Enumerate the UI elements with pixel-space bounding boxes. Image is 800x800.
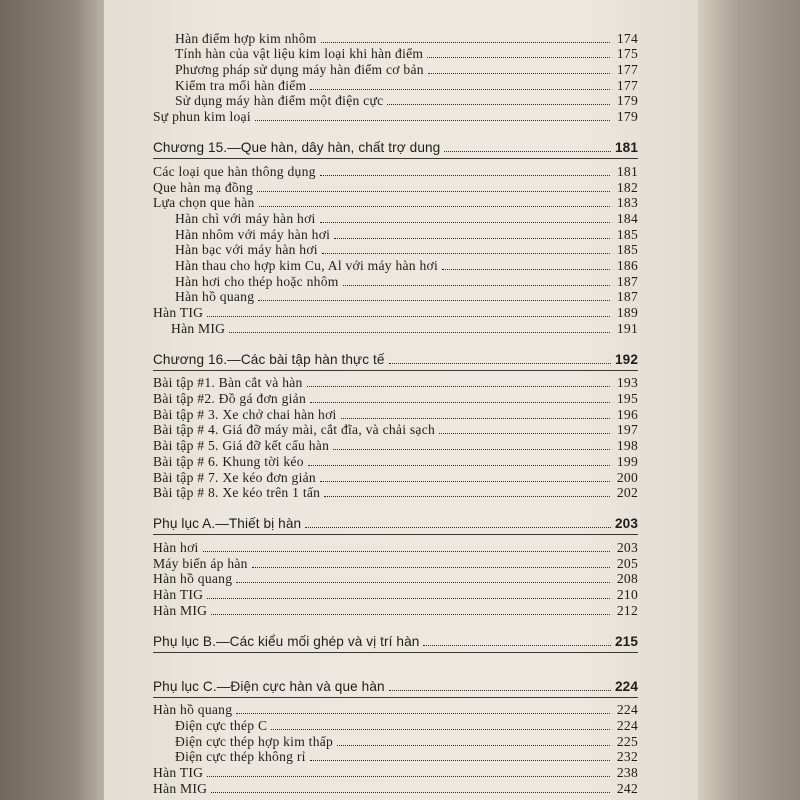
- toc-entry-page-number: 242: [616, 780, 638, 796]
- toc-entry: [153, 469, 638, 485]
- toc-entry-page-number: 183: [616, 195, 638, 211]
- toc-entry-page-number: 210: [616, 586, 638, 602]
- toc-entry-page-number: 181: [616, 163, 638, 179]
- chapter-title: Phụ lục A.—Thiết bị hàn: [153, 516, 302, 532]
- dot-leader: [307, 386, 610, 387]
- toc-entry-page-number: 189: [616, 305, 638, 320]
- toc-entry: [153, 571, 638, 587]
- toc-entry-page-number: 203: [616, 539, 638, 555]
- dot-leader: [442, 269, 610, 270]
- dot-leader: [203, 551, 610, 552]
- toc-entry: [153, 242, 638, 258]
- toc-entry: [153, 422, 638, 438]
- dot-leader: [334, 238, 610, 239]
- toc-entry-label: Hàn MIG: [153, 780, 208, 796]
- chapter-16-entries: [153, 375, 638, 501]
- dot-leader: [320, 481, 610, 482]
- dot-leader: [341, 418, 610, 419]
- toc-entry-page-number: 193: [616, 375, 638, 391]
- toc-entry-page-number: 200: [616, 469, 638, 485]
- toc-entry-page-number: 179: [616, 93, 638, 109]
- dot-leader: [207, 316, 610, 317]
- dot-leader: [310, 89, 610, 90]
- toc-entry-label: Hàn hồ quang: [153, 571, 233, 587]
- toc-entry: [153, 163, 638, 179]
- dot-leader: [343, 285, 610, 286]
- toc-entry-label: Hàn bạc với máy hàn hơi: [175, 242, 318, 258]
- toc-entry: [153, 406, 638, 422]
- dot-leader: [207, 598, 610, 599]
- toc-entry-label: Kiểm tra mối hàn điểm: [175, 77, 307, 93]
- dot-leader: [271, 729, 610, 730]
- chapter-title: Phụ lục C.—Điện cực hàn và que hàn: [153, 678, 385, 694]
- toc-entry-page-number: 224: [616, 702, 638, 718]
- toc-entry-label: Lựa chọn que hàn: [153, 195, 255, 211]
- dot-leader: [211, 792, 610, 793]
- toc-entry-label: Hàn nhôm với máy hàn hơi: [175, 226, 331, 242]
- toc-prelude-section: [153, 30, 638, 124]
- chapter-page-number: 215: [615, 633, 638, 649]
- dot-leader: [258, 300, 610, 301]
- toc-entry-page-number: 182: [616, 179, 638, 195]
- toc-entry-label: Hàn hơi: [153, 539, 199, 555]
- toc-entry: [153, 555, 638, 571]
- dot-leader: [320, 175, 610, 176]
- toc-entry: [153, 764, 638, 780]
- dot-leader: [389, 363, 611, 364]
- toc-entry: [153, 46, 638, 62]
- book-page: [104, 0, 698, 800]
- toc-entry: [153, 61, 638, 77]
- chapter-title: Chương 16.—Các bài tập hàn thực tế: [153, 351, 385, 367]
- appendix-b-heading: [153, 621, 638, 653]
- toc-entry-label: Hàn hồ quang: [153, 702, 233, 718]
- toc-entry-label: Phương pháp sử dụng máy hàn điểm cơ bản: [175, 62, 424, 78]
- toc-entry-label: Các loại que hàn thông dụng: [153, 163, 316, 179]
- toc-entry: [153, 437, 638, 453]
- dot-leader: [308, 465, 610, 466]
- toc-entry-page-number: 212: [616, 602, 638, 618]
- toc-entry-page-number: 187: [616, 289, 638, 305]
- toc-entry-page-number: 174: [616, 30, 638, 46]
- dot-leader: [439, 433, 610, 434]
- toc-entry: [153, 749, 638, 765]
- dot-leader: [322, 253, 610, 254]
- dot-leader: [444, 151, 611, 152]
- toc-entry-label: Bài tập # 4. Giá đỡ máy mài, cắt đĩa, và chải sạch: [153, 422, 436, 438]
- toc-entry: [153, 375, 638, 391]
- chapter-title: Chương 15.—Que hàn, dây hàn, chất trợ dung: [153, 140, 441, 156]
- toc-entry-label: Bài tập # 7. Xe kéo đơn giản: [153, 469, 316, 485]
- toc-entry-page-number: 184: [616, 210, 638, 226]
- dot-leader: [321, 42, 610, 43]
- dot-leader: [427, 57, 610, 58]
- toc-entry-page-number: 197: [616, 422, 638, 438]
- toc-entry: [153, 210, 638, 226]
- toc-entry-page-number: 198: [616, 438, 638, 454]
- dot-leader: [320, 222, 610, 223]
- toc-entry-label: Hàn TIG: [153, 765, 204, 781]
- toc-entry-page-number: 238: [616, 765, 638, 781]
- section-gap: [153, 657, 638, 663]
- toc-entry-label: Bài tập # 6. Khung tời kéo: [153, 453, 304, 469]
- appendix-c-entries: [153, 702, 638, 796]
- toc-entry-page-number: 202: [616, 485, 638, 501]
- dot-leader: [229, 332, 610, 333]
- chapter-15-heading: [153, 127, 638, 159]
- toc-entry-label: Hàn chì với máy hàn hơi: [175, 210, 316, 226]
- chapter-page-number: 224: [615, 678, 638, 694]
- toc-entry: [153, 93, 638, 109]
- toc-entry-page-number: 199: [616, 453, 638, 469]
- chapter-15-entries: [153, 163, 638, 336]
- book-right-edge: [698, 0, 800, 800]
- toc-entry-page-number: 208: [616, 571, 638, 587]
- toc-entry: [153, 485, 638, 501]
- toc-entry-page-number: 186: [616, 257, 638, 273]
- toc-entry: [153, 717, 638, 733]
- toc-entry-label: Điện cực thép hợp kim thấp: [175, 733, 334, 749]
- toc-entry: [153, 289, 638, 305]
- chapter-title: Phụ lục B.—Các kiểu mối ghép và vị trí hàn: [153, 633, 420, 649]
- toc-entry: [153, 195, 638, 211]
- toc-entry: [153, 226, 638, 242]
- dot-leader: [423, 645, 611, 646]
- toc-entry: [153, 586, 638, 602]
- toc-entry-page-number: 232: [616, 749, 638, 765]
- toc-entry-label: Sự phun kim loại: [153, 109, 251, 125]
- dot-leader: [428, 73, 610, 74]
- toc-entry-page-number: 225: [616, 733, 638, 749]
- toc-entry: [153, 733, 638, 749]
- toc-entry-label: Bài tập #1. Bàn cắt và hàn: [153, 375, 303, 391]
- toc-entry: [153, 320, 638, 336]
- dot-leader: [389, 690, 611, 691]
- toc-entry: [153, 602, 638, 618]
- toc-entry: [153, 539, 638, 555]
- toc-entry: [153, 304, 638, 320]
- toc-entry-page-number: 185: [616, 226, 638, 242]
- dot-leader: [211, 614, 610, 615]
- dot-leader: [252, 567, 610, 568]
- chapter-page-number: 181: [615, 140, 638, 156]
- toc-entry: [153, 30, 638, 46]
- toc-entry-label: Điện cực thép C: [175, 718, 268, 733]
- dot-leader: [387, 104, 610, 105]
- dot-leader: [305, 527, 611, 528]
- toc-entry-page-number: 195: [616, 391, 638, 407]
- toc-entry-label: Hàn điểm hợp kim nhôm: [175, 30, 317, 46]
- toc-entry-page-number: 205: [616, 555, 638, 571]
- toc-entry-label: Tính hàn của vật liệu kim loại khi hàn điểm: [175, 46, 424, 62]
- toc-entry-label: Máy biến áp hàn: [153, 555, 248, 571]
- toc-entry: [153, 179, 638, 195]
- appendix-a-entries: [153, 539, 638, 617]
- toc-entry-page-number: 224: [616, 718, 638, 733]
- appendix-c-heading: [153, 666, 638, 698]
- toc-entry-label: Hàn thau cho hợp kim Cu, Al với máy hàn hơi: [175, 257, 439, 273]
- toc-entry-label: Điện cực thép không rỉ: [175, 749, 306, 765]
- toc-entry: [153, 453, 638, 469]
- dot-leader: [310, 402, 610, 403]
- chapter-page-number: 192: [615, 351, 638, 367]
- toc-entry-label: Bài tập #2. Đồ gá đơn giản: [153, 391, 306, 407]
- dot-leader: [255, 120, 610, 121]
- toc-entry-label: Hàn hồ quang: [175, 289, 255, 305]
- chapter-page-number: 203: [615, 516, 638, 532]
- dot-leader: [324, 496, 610, 497]
- toc-entry-page-number: 177: [616, 77, 638, 93]
- toc-entry-label: Hàn MIG: [153, 602, 208, 618]
- toc-entry-label: Bài tập # 8. Xe kéo trên 1 tấn: [153, 485, 321, 501]
- toc-entry: [153, 702, 638, 718]
- dot-leader: [236, 582, 610, 583]
- dot-leader: [310, 760, 610, 761]
- toc-entry-label: Que hàn mạ đồng: [153, 179, 254, 195]
- toc-entry-label: Sử dụng máy hàn điểm một điện cực: [175, 93, 384, 109]
- toc-entry-label: Hàn TIG: [153, 305, 204, 320]
- toc-entry: [153, 257, 638, 273]
- toc-entry-label: Bài tập # 5. Giá đỡ kết cấu hàn: [153, 438, 330, 454]
- toc-entry: [153, 273, 638, 289]
- dot-leader: [337, 745, 610, 746]
- chapter-16-heading: [153, 339, 638, 371]
- dot-leader: [207, 776, 610, 777]
- toc-entry-label: Hàn hơi cho thép hoặc nhôm: [175, 273, 339, 289]
- toc-entry: [153, 780, 638, 796]
- toc-entry: [153, 390, 638, 406]
- toc-entry-label: Hàn MIG: [171, 320, 226, 336]
- toc-entry-label: Bài tập # 3. Xe chở chai hàn hơi: [153, 406, 337, 422]
- appendix-a-heading: [153, 503, 638, 535]
- book-left-edge: [0, 0, 104, 800]
- dot-leader: [259, 206, 610, 207]
- toc-entry-page-number: 185: [616, 242, 638, 258]
- dot-leader: [257, 191, 610, 192]
- dot-leader: [333, 449, 610, 450]
- dot-leader: [236, 713, 610, 714]
- toc-entry-page-number: 187: [616, 273, 638, 289]
- toc-entry: [153, 77, 638, 93]
- toc-entry-label: Hàn TIG: [153, 586, 204, 602]
- toc-entry: [153, 108, 638, 124]
- toc-entry-page-number: 177: [616, 62, 638, 78]
- table-of-contents: [153, 30, 638, 796]
- toc-entry-page-number: 179: [616, 109, 638, 125]
- toc-entry-page-number: 175: [616, 46, 638, 62]
- toc-entry-page-number: 196: [616, 406, 638, 422]
- toc-entry-page-number: 191: [616, 320, 638, 336]
